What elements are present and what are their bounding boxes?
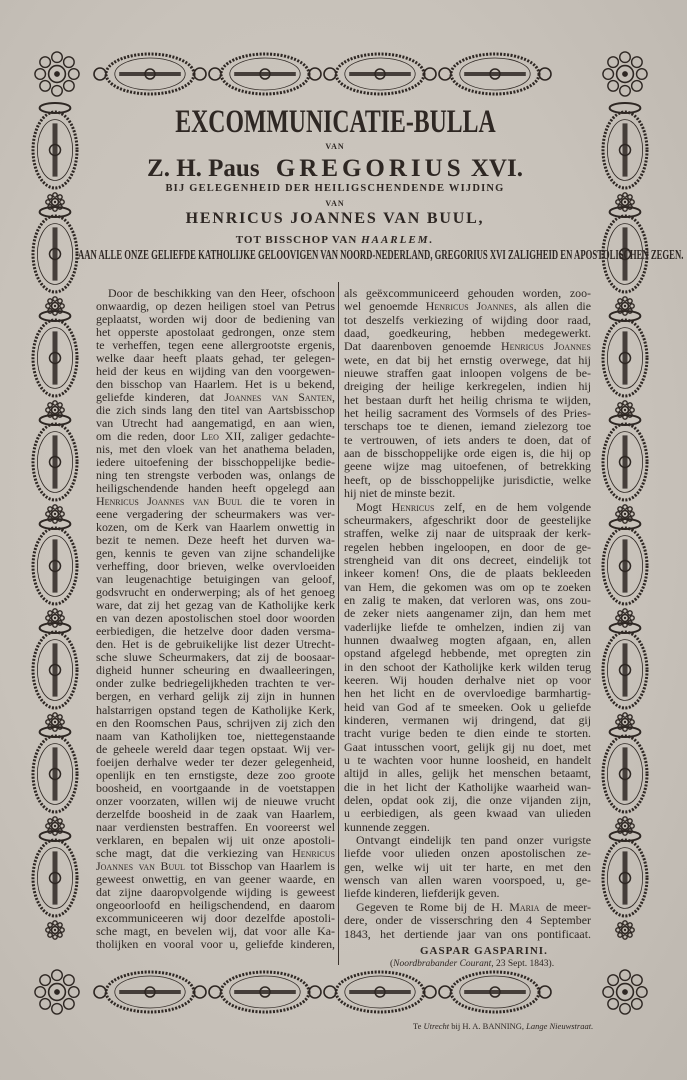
text-line: dreiging der heilige kerkregelen, indien hij bbox=[344, 379, 591, 394]
text-line: strengheid van dit ons decreet, eindelijk tot bbox=[344, 552, 591, 567]
text-line: onzer voorzaten, willen wij de nieuwe vrucht bbox=[96, 793, 335, 808]
text-segment: wel genoemde bbox=[344, 299, 426, 314]
imprint-street: Lange Nieuwstraat. bbox=[526, 1021, 594, 1031]
text-line: van Hem, die gekomen was om op te zoeken bbox=[344, 579, 591, 594]
rosette-ornament bbox=[603, 52, 647, 96]
text-line: 1843, het dertiende jaar van ons pontificaat. bbox=[344, 926, 591, 941]
text-line: foeijen derhalve weder ter dezer gelegenheid, bbox=[96, 754, 335, 769]
text-line: en van dezen apostolischen stoel door woorden bbox=[96, 611, 335, 626]
text-line: eerbiedigen, die hetzelve door daden versma- bbox=[96, 624, 335, 639]
text-line: heid der keus en wijding van den voorgewen- bbox=[96, 364, 335, 379]
rosette-ornament bbox=[616, 921, 634, 939]
text-line: delen, opdat ook zij, die onze vijanden zijn, bbox=[344, 793, 591, 808]
text-line: nis, met den vloek van het anathema beladen, bbox=[96, 442, 335, 457]
text-line: godsvrucht en onderwerping; als of het genoeg bbox=[96, 585, 335, 600]
text-line: hunnen dwaalweg mogten afgaan, en, allen bbox=[344, 632, 591, 647]
text-line: kozen, om de Kerk van Haarlem onwettig in bbox=[96, 520, 335, 535]
text-segment: , als allen die bbox=[513, 299, 592, 314]
text-line bbox=[344, 340, 591, 353]
text-line: sche magt, en bevelen wij, dat voor alle Ka- bbox=[96, 923, 335, 938]
right-text-column bbox=[344, 287, 591, 941]
text-segment: , zaliger gedachte- bbox=[241, 429, 335, 444]
text-line: excommuniceeren wij door dezelfde apostoli- bbox=[96, 910, 335, 925]
text-line: gen, kennis te geven van zijne schandelijke bbox=[96, 546, 335, 561]
text-line: ware, dat zij het gezag van de Katholijke kerk bbox=[96, 598, 335, 613]
medallion-ornament bbox=[33, 311, 77, 396]
medallion-ornament bbox=[209, 972, 321, 1012]
text-segment: Dat daarenboven genoemde bbox=[344, 339, 502, 354]
rosette-ornament bbox=[46, 921, 64, 939]
text-line: openlijk en ten ernstigste, deze zoo groote bbox=[96, 767, 335, 782]
medallion-ornament bbox=[603, 103, 647, 188]
text-line: het opperste apostolaat gedrongen, onze stem bbox=[96, 325, 335, 340]
text-line: onder zulke bedriegelijkheden trachten te ver- bbox=[96, 676, 335, 691]
text-line: te verheffen, tegen eene allergrootste ergenis, bbox=[96, 338, 335, 353]
medallion-ornament bbox=[33, 415, 77, 500]
source-close: ). bbox=[548, 959, 555, 969]
source-open: ( bbox=[390, 959, 394, 969]
van-label-2: VAN bbox=[325, 199, 345, 208]
small-caps-name: Henricus Joannes bbox=[501, 339, 591, 354]
text-line: van Utrecht had aangematigd, en aan wien, bbox=[96, 416, 335, 431]
medallion-ornament bbox=[33, 727, 77, 812]
text-line: opstand afgelegd hebbende, met opregten zin bbox=[344, 646, 591, 661]
text-line bbox=[344, 501, 591, 514]
small-caps-name: Joannes van Buul bbox=[96, 858, 185, 873]
source-citation bbox=[390, 959, 554, 969]
text-line: bezit te nemen. Deze heeft het durven wa- bbox=[96, 533, 335, 548]
imprint-te: Te bbox=[413, 1021, 422, 1031]
text-line: kinderen, vermanen wij dringend, dat gij bbox=[344, 713, 591, 727]
text-segment: zelf, en de hem volgende bbox=[434, 499, 591, 514]
text-line: dere, onder de visserschring den 4 September bbox=[344, 913, 591, 928]
text-line: heid van God af te smeeken. Ook u geliefde bbox=[344, 699, 591, 714]
small-caps-name: Henricus bbox=[391, 499, 435, 514]
text-line: heeft, op de bisschoppelijke jurisdictie, welke bbox=[344, 472, 591, 487]
pope-number: XVI. bbox=[470, 155, 523, 182]
text-line: hen het licht en de overvloedige barmhartig- bbox=[344, 686, 591, 701]
text-line: verheffing, door brieven, welke overvloeiden bbox=[96, 559, 335, 574]
text-line: Ontvangt eindelijk ten pand onzer vurigste bbox=[356, 833, 591, 848]
source-date: , 23 Sept. 1843 bbox=[491, 959, 549, 969]
text-line: nieuwe straffen gaat inloopen volgens de be- bbox=[344, 366, 591, 381]
medallion-ornament bbox=[603, 311, 647, 396]
source-paper: Noordbrabander Courant bbox=[393, 959, 492, 969]
van-label: VAN bbox=[325, 142, 345, 151]
text-segment: Gegeven te Rome bij de H. bbox=[356, 899, 510, 914]
text-line: tot deszelfs verkiezing of wijding door raad, bbox=[344, 312, 591, 327]
text-line: als geëxcommuniceerd gehouden worden, zoo- bbox=[344, 286, 591, 300]
column-divider bbox=[338, 282, 339, 965]
text-line: altijd in alles, gelijk het menschen betaamt, bbox=[344, 766, 591, 781]
text-segment: sche magt, dat die verkiezing van bbox=[96, 845, 293, 860]
text-line: naam van Katholijken toe, niettegenstaande bbox=[96, 728, 335, 743]
text-line: Gaat intusschen voort, gelijk gij nu doet, met bbox=[344, 739, 591, 754]
text-line: Door de beschikking van den Heer, ofschoon bbox=[108, 286, 335, 300]
text-line: den bisschop van Haarlem. Het is u bekend, bbox=[96, 377, 335, 392]
text-segment: tot Bisschop van Haarlem is bbox=[184, 858, 335, 873]
medallion-ornament bbox=[439, 54, 551, 94]
text-line: u te wachten voor hunne loosheid, en handelt bbox=[344, 753, 591, 768]
text-line: geweest onwettig, en van geener waarde, en bbox=[96, 871, 335, 886]
text-line: kunnende zeggen. bbox=[344, 819, 430, 834]
medallion-ornament bbox=[33, 831, 77, 916]
text-line: vaderlijke liefde te omhelzen, indien zij van bbox=[344, 619, 591, 634]
medallion-ornament bbox=[94, 54, 206, 94]
text-line: straffen, welke zij naar de uitspraak der kerk- bbox=[344, 526, 591, 541]
text-line: eene vergadering der scheurmakers was ver- bbox=[96, 507, 335, 522]
text-segment: die te voren in bbox=[241, 494, 335, 509]
text-line: naar verdiensten bestraffen. En vooreerst wel bbox=[96, 819, 335, 834]
text-line: iedere uitoefening der bisschoppelijke bedie- bbox=[96, 455, 335, 470]
text-line: inkeer komen! Ons, die de plaats bekleeden bbox=[344, 566, 591, 581]
text-line bbox=[344, 901, 591, 914]
rosette-ornament bbox=[603, 970, 647, 1014]
small-caps-name: Maria bbox=[509, 899, 540, 914]
pope-name: GREGORIUS bbox=[275, 155, 465, 182]
rosette-ornament bbox=[35, 52, 79, 96]
imprint-city: Utrecht bbox=[423, 1021, 450, 1031]
text-line: aan de bisschoppelijke orde eigen is, die hij op bbox=[344, 446, 591, 461]
small-caps-name: Henricus Joannes van Buul bbox=[96, 494, 242, 509]
small-caps-name: Joannes van Santen bbox=[224, 390, 333, 405]
text-line: en zalig te maken, dat verloren was, ons zou- bbox=[344, 592, 591, 607]
text-line: liefde voor ulieden onzen apostolischen ze- bbox=[344, 846, 591, 861]
text-line bbox=[344, 300, 591, 313]
text-line: wete, en dat bij het ernstig overwege, dat hij bbox=[344, 352, 591, 367]
medallion-ornament bbox=[603, 623, 647, 708]
text-line: u eerbiedigen, als geen kwaad van ulieden bbox=[344, 806, 591, 821]
text-line: bergen, en verhard gelijk zij zijn in hunnen bbox=[96, 689, 335, 704]
medallion-ornament bbox=[94, 972, 206, 1012]
text-line: te vertrouwen, of iets anders te doen, dat of bbox=[344, 432, 591, 447]
text-line: heiligschendende handen heeft opgelegd aan bbox=[96, 481, 335, 496]
text-line: wensch van allen waren voorspoed, u, ge- bbox=[344, 873, 591, 888]
medallion-ornament bbox=[603, 831, 647, 916]
pope-prefix: Z. H. Paus bbox=[147, 155, 260, 182]
document-title bbox=[70, 104, 600, 141]
printer-imprint bbox=[413, 1021, 593, 1031]
bishop-of-line bbox=[70, 234, 600, 246]
text-line: die zich sinds lang den titel van Aartsbisschop bbox=[96, 403, 335, 418]
title-text: EXCOMMUNICATIE-BULLA bbox=[174, 104, 496, 140]
text-line: geplaatst, worden wij door de bediening van bbox=[96, 312, 335, 327]
medallion-ornament bbox=[33, 519, 77, 604]
address-line bbox=[78, 248, 684, 264]
small-caps-name: Leo XII bbox=[200, 429, 242, 444]
text-segment: de meer- bbox=[539, 899, 591, 914]
text-line: ning ten strengste verboden was, onlangs de bbox=[96, 468, 335, 483]
address-text: AAN ALLE ONZE GELIEFDE KATHOLIJKE GELOOVIGEN VAN NOORD-NEDERLAND, GREGORIUS XVI ZALIGHEID EN APOSTOLISCHEN ZEGEN. bbox=[78, 248, 684, 263]
text-line: geene wijze mag uitoefenen, of betrekking bbox=[344, 459, 591, 474]
text-line: in den schoot der Katholijke kerk wilden terug bbox=[344, 659, 591, 674]
bishop-of-label: TOT BISSCHOP VAN bbox=[235, 234, 358, 246]
text-segment: , bbox=[332, 390, 335, 405]
text-line: scheurmakers, afgeschrikt door de geestelijke bbox=[344, 512, 591, 527]
signature: GASPAR GASPARINI. bbox=[420, 945, 548, 957]
text-line: sche sluwe Scheurmakers, dat zij de boosaar- bbox=[96, 650, 335, 665]
text-line: tracht vurige beden te dien einde te storten. bbox=[344, 726, 591, 741]
text-line: het heilig sacrament des Vormsels of des Pries- bbox=[344, 406, 591, 421]
bishop-name: HENRICUS JOANNES VAN BUUL, bbox=[185, 210, 485, 227]
text-line: hij niet de minste bezit. bbox=[344, 486, 456, 501]
medallion-ornament bbox=[33, 623, 77, 708]
medallion-ornament bbox=[324, 972, 436, 1012]
text-line: derzelfde boosheid in de zaak van Haarlem, bbox=[96, 806, 335, 821]
text-line bbox=[96, 860, 335, 873]
text-line: verklaren, en bepalen wij uit onze apostoli- bbox=[96, 832, 335, 847]
text-line: en den Roomschen Paus, schrijven zij zich den bbox=[96, 715, 335, 730]
text-line: tholijken en vooral voor u, geliefde kinderen, bbox=[96, 936, 335, 951]
text-line: gen, welke wij uit ter harte, en met den bbox=[344, 859, 591, 874]
text-line: digheid hunner scheuring en dwaalleeringen, bbox=[96, 663, 335, 678]
text-line: ongeoorloofd en heiligschendend, en daarom bbox=[96, 897, 335, 912]
text-line: boosheid, en voortgaande in de voetstappen bbox=[96, 780, 335, 795]
medallion-ornament bbox=[209, 54, 321, 94]
medallion-ornament bbox=[324, 54, 436, 94]
medallion-ornament bbox=[603, 519, 647, 604]
text-line: de geheele wereld daar tegen opstaat. Wij ver- bbox=[96, 741, 335, 756]
small-caps-name: Henricus bbox=[292, 845, 335, 860]
text-segment: Mogt bbox=[356, 499, 392, 514]
text-line: de zeker niets aangenamer zijn, dan hem met bbox=[344, 606, 591, 621]
text-line: welke daar heeft plaats gehad, ter gelegen- bbox=[96, 351, 335, 366]
imprint-printer: bij H. A. BANNING, bbox=[451, 1021, 525, 1031]
text-line: die in het licht der Katholijke waarheid wan- bbox=[344, 779, 591, 794]
pope-line bbox=[70, 155, 600, 183]
text-line: dat zijne daaropvolgende wijding is geweest bbox=[96, 884, 335, 899]
text-line: van leugenachtige betuigingen van geloof, bbox=[96, 572, 335, 587]
medallion-ornament bbox=[439, 972, 551, 1012]
text-segment: om die reden, door bbox=[96, 429, 201, 444]
left-text-column bbox=[96, 287, 335, 951]
medallion-ornament bbox=[603, 727, 647, 812]
medallion-ornament bbox=[603, 415, 647, 500]
text-line: halstarrigen opstand tegen de Katholijke Kerk, bbox=[96, 702, 335, 717]
text-line: regelen hebben ingeloopen, en door de ge- bbox=[344, 539, 591, 554]
text-line: keeren. Wij houden derhalve niet op voor bbox=[344, 672, 591, 687]
city-name: HAARLEM. bbox=[361, 234, 435, 246]
text-line: den. Het is de gebruikelijke list dezer Utrecht- bbox=[96, 637, 335, 652]
rosette-ornament bbox=[35, 970, 79, 1014]
small-caps-name: Henricus Joannes bbox=[425, 299, 514, 314]
occasion-line: BIJ GELEGENHEID DER HEILIGSCHENDENDE WIJDING bbox=[165, 183, 505, 194]
text-line: onwaardig, op dezen heiligen stoel van Petrus bbox=[96, 299, 335, 314]
text-line: liefde kinderen, liefderijk geven. bbox=[344, 886, 500, 901]
text-line: terschaps toe te dienen, iemand zielezorg toe bbox=[344, 419, 591, 434]
text-line: daad, goedkeuring, hebben medegewerkt. bbox=[344, 326, 591, 341]
text-segment: geliefde kinderen, dat bbox=[96, 390, 225, 405]
text-line: het bestaan durft het heilig chrisma te wijden, bbox=[344, 392, 591, 407]
